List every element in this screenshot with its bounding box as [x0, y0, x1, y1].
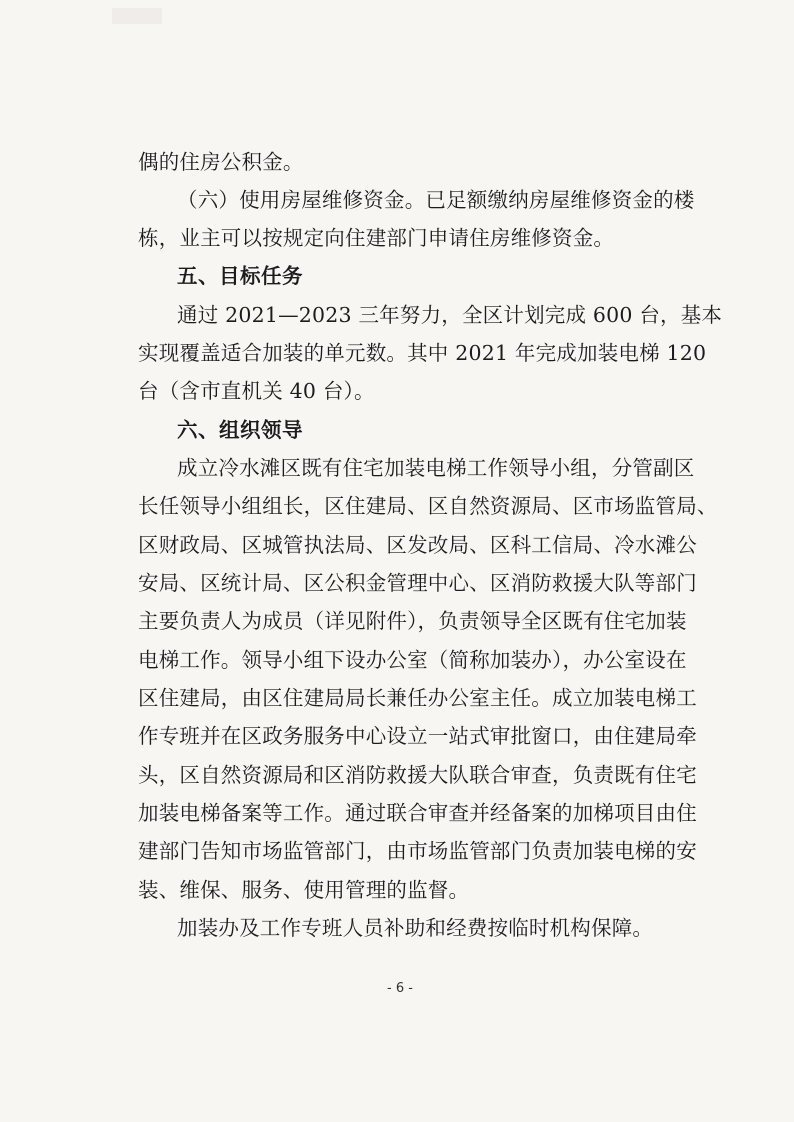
paragraph-continuation: 偶的住房公积金。 [138, 150, 304, 174]
section-6-line-9: 头，区自然资源局和区消防救援大队联合审查，负责既有住宅 [138, 763, 697, 787]
section-6-line-11: 建部门告知市场监管部门，由市场监管部门负责加装电梯的安 [138, 839, 697, 863]
section-6-line-6: 电梯工作。领导小组下设办公室（简称加装办），办公室设在 [138, 648, 687, 672]
section-5-line-3: 台（含市直机关 40 台）。 [138, 379, 375, 403]
item-6-line-1: （六）使用房屋维修资金。已足额缴纳房屋维修资金的楼 [177, 188, 695, 212]
section-6-line-4: 安局、区统计局、区公积金管理中心、区消防救援大队等部门 [138, 571, 697, 595]
item-6-line-2: 栋，业主可以按规定向住建部门申请住房维修资金。 [138, 226, 615, 250]
section-6-line-2: 长任领导小组组长，区住建局、区自然资源局、区市场监管局、 [138, 494, 718, 518]
scan-artifact [112, 8, 162, 24]
section-6-heading: 六、组织领导 [177, 418, 303, 442]
section-6-closing: 加装办及工作专班人员补助和经费按临时机构保障。 [177, 916, 654, 940]
section-5-heading: 五、目标任务 [177, 264, 303, 288]
section-6-line-12: 装、维保、服务、使用管理的监督。 [138, 878, 470, 902]
page-number: - 6 - [387, 981, 413, 996]
section-6-line-1: 成立冷水滩区既有住宅加装电梯工作领导小组，分管副区 [177, 456, 695, 480]
section-6-line-8: 作专班并在区政务服务中心设立一站式审批窗口，由住建局牵 [138, 724, 697, 748]
section-5-line-1: 通过 2021—2023 三年努力，全区计划完成 600 台，基本 [177, 303, 723, 327]
section-5-line-2: 实现覆盖适合加装的单元数。其中 2021 年完成加装电梯 120 [138, 341, 707, 365]
section-6-line-3: 区财政局、区城管执法局、区发改局、区科工信局、冷水滩公 [138, 533, 697, 557]
section-6-line-10: 加装电梯备案等工作。通过联合审查并经备案的加梯项目由住 [138, 801, 697, 825]
section-6-line-5: 主要负责人为成员（详见附件），负责领导全区既有住宅加装 [138, 609, 687, 633]
section-6-line-7: 区住建局，由区住建局局长兼任办公室主任。成立加装电梯工 [138, 686, 697, 710]
